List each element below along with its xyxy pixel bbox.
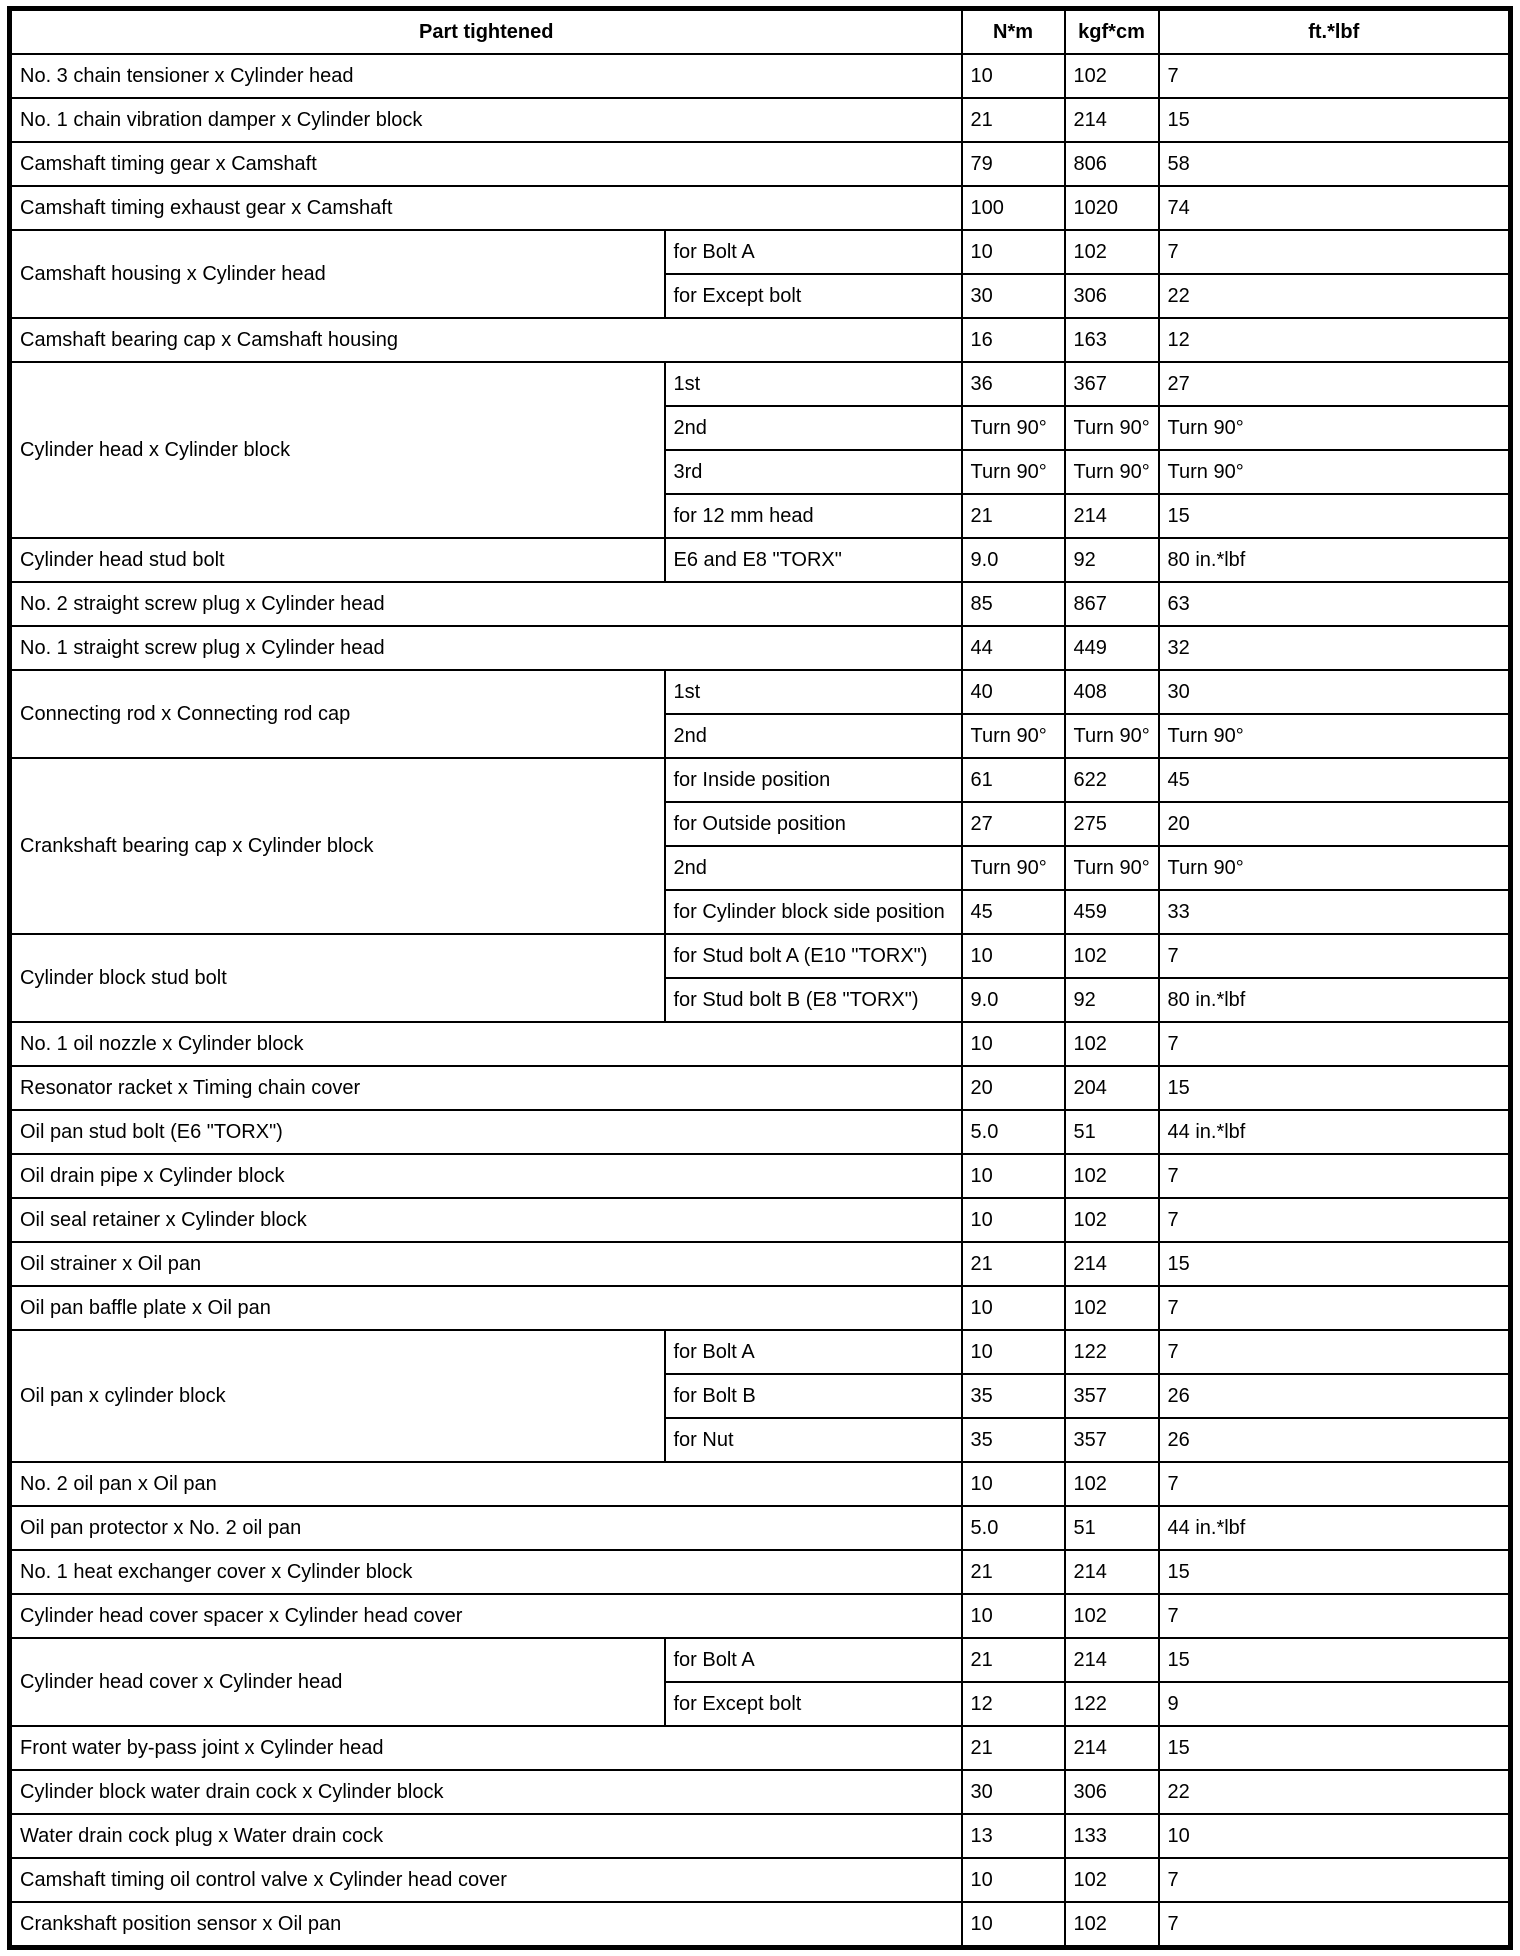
nm-value-cell: Turn 90° <box>962 450 1065 494</box>
kgfcm-value-cell: Turn 90° <box>1065 406 1159 450</box>
torque-table-body <box>10 54 1511 1948</box>
ftlbf-value-cell: 45 <box>1159 758 1511 802</box>
header-row <box>10 9 1511 55</box>
part-cell: Oil pan x cylinder block <box>10 1330 665 1462</box>
nm-value-cell: 10 <box>962 54 1065 98</box>
nm-value-cell: Turn 90° <box>962 714 1065 758</box>
sub-condition-cell: for Bolt A <box>665 1330 962 1374</box>
table-row <box>10 1242 1511 1286</box>
table-row <box>10 1594 1511 1638</box>
table-row <box>10 1286 1511 1330</box>
nm-value-cell: 9.0 <box>962 978 1065 1022</box>
nm-value-cell: 10 <box>962 1198 1065 1242</box>
nm-value-cell: 10 <box>962 1286 1065 1330</box>
kgfcm-value-cell: 102 <box>1065 230 1159 274</box>
table-row <box>10 1902 1511 1948</box>
kgfcm-value-cell: 214 <box>1065 1550 1159 1594</box>
table-row <box>10 230 1511 274</box>
header-kgfcm: kgf*cm <box>1065 9 1159 55</box>
table-row <box>10 758 1511 802</box>
nm-value-cell: 21 <box>962 1242 1065 1286</box>
ftlbf-value-cell: 7 <box>1159 1286 1511 1330</box>
sub-condition-cell: for Stud bolt B (E8 "TORX") <box>665 978 962 1022</box>
ftlbf-value-cell: 7 <box>1159 1462 1511 1506</box>
table-row <box>10 626 1511 670</box>
kgfcm-value-cell: 102 <box>1065 1858 1159 1902</box>
ftlbf-value-cell: 27 <box>1159 362 1511 406</box>
kgfcm-value-cell: Turn 90° <box>1065 714 1159 758</box>
table-row <box>10 1506 1511 1550</box>
nm-value-cell: 5.0 <box>962 1110 1065 1154</box>
kgfcm-value-cell: 102 <box>1065 1286 1159 1330</box>
ftlbf-value-cell: 7 <box>1159 934 1511 978</box>
table-row <box>10 582 1511 626</box>
kgfcm-value-cell: 214 <box>1065 98 1159 142</box>
nm-value-cell: 20 <box>962 1066 1065 1110</box>
nm-value-cell: 21 <box>962 1550 1065 1594</box>
part-cell: Camshaft housing x Cylinder head <box>10 230 665 318</box>
table-row <box>10 538 1511 582</box>
nm-value-cell: 10 <box>962 1330 1065 1374</box>
part-cell: No. 1 straight screw plug x Cylinder head <box>10 626 962 670</box>
kgfcm-value-cell: 275 <box>1065 802 1159 846</box>
kgfcm-value-cell: 367 <box>1065 362 1159 406</box>
kgfcm-value-cell: 622 <box>1065 758 1159 802</box>
part-cell: Oil seal retainer x Cylinder block <box>10 1198 962 1242</box>
ftlbf-value-cell: 30 <box>1159 670 1511 714</box>
ftlbf-value-cell: 7 <box>1159 1022 1511 1066</box>
kgfcm-value-cell: 306 <box>1065 1770 1159 1814</box>
part-cell: Water drain cock plug x Water drain cock <box>10 1814 962 1858</box>
ftlbf-value-cell: 32 <box>1159 626 1511 670</box>
nm-value-cell: 13 <box>962 1814 1065 1858</box>
ftlbf-value-cell: 7 <box>1159 1154 1511 1198</box>
part-cell: Camshaft bearing cap x Camshaft housing <box>10 318 962 362</box>
kgfcm-value-cell: 122 <box>1065 1330 1159 1374</box>
kgfcm-value-cell: 306 <box>1065 274 1159 318</box>
nm-value-cell: 30 <box>962 274 1065 318</box>
part-cell: Cylinder head stud bolt <box>10 538 665 582</box>
ftlbf-value-cell: 74 <box>1159 186 1511 230</box>
part-cell: Crankshaft bearing cap x Cylinder block <box>10 758 665 934</box>
kgfcm-value-cell: 51 <box>1065 1506 1159 1550</box>
nm-value-cell: 35 <box>962 1374 1065 1418</box>
ftlbf-value-cell: 26 <box>1159 1418 1511 1462</box>
table-row <box>10 98 1511 142</box>
ftlbf-value-cell: 7 <box>1159 230 1511 274</box>
nm-value-cell: 12 <box>962 1682 1065 1726</box>
ftlbf-value-cell: 7 <box>1159 1858 1511 1902</box>
kgfcm-value-cell: 102 <box>1065 1154 1159 1198</box>
header-nm: N*m <box>962 9 1065 55</box>
table-row <box>10 1858 1511 1902</box>
kgfcm-value-cell: 806 <box>1065 142 1159 186</box>
nm-value-cell: 35 <box>962 1418 1065 1462</box>
table-row <box>10 142 1511 186</box>
table-row <box>10 1814 1511 1858</box>
kgfcm-value-cell: 449 <box>1065 626 1159 670</box>
ftlbf-value-cell: 22 <box>1159 1770 1511 1814</box>
ftlbf-value-cell: 9 <box>1159 1682 1511 1726</box>
table-row <box>10 1198 1511 1242</box>
nm-value-cell: 10 <box>962 1462 1065 1506</box>
kgfcm-value-cell: 1020 <box>1065 186 1159 230</box>
ftlbf-value-cell: Turn 90° <box>1159 406 1511 450</box>
table-row <box>10 1330 1511 1374</box>
sub-condition-cell: for Nut <box>665 1418 962 1462</box>
sub-condition-cell: for Inside position <box>665 758 962 802</box>
part-cell: Resonator racket x Timing chain cover <box>10 1066 962 1110</box>
nm-value-cell: 10 <box>962 1902 1065 1948</box>
table-row <box>10 54 1511 98</box>
nm-value-cell: 9.0 <box>962 538 1065 582</box>
part-cell: Oil strainer x Oil pan <box>10 1242 962 1286</box>
kgfcm-value-cell: 214 <box>1065 1242 1159 1286</box>
sub-condition-cell: 1st <box>665 362 962 406</box>
ftlbf-value-cell: 80 in.*lbf <box>1159 538 1511 582</box>
part-cell: No. 2 oil pan x Oil pan <box>10 1462 962 1506</box>
kgfcm-value-cell: Turn 90° <box>1065 846 1159 890</box>
part-cell: Oil drain pipe x Cylinder block <box>10 1154 962 1198</box>
ftlbf-value-cell: 7 <box>1159 1594 1511 1638</box>
kgfcm-value-cell: 51 <box>1065 1110 1159 1154</box>
ftlbf-value-cell: 15 <box>1159 1726 1511 1770</box>
kgfcm-value-cell: 102 <box>1065 1902 1159 1948</box>
part-cell: Cylinder head cover spacer x Cylinder head cover <box>10 1594 962 1638</box>
nm-value-cell: 40 <box>962 670 1065 714</box>
table-row <box>10 1066 1511 1110</box>
nm-value-cell: 21 <box>962 494 1065 538</box>
ftlbf-value-cell: 15 <box>1159 1066 1511 1110</box>
sub-condition-cell: for Cylinder block side position <box>665 890 962 934</box>
kgfcm-value-cell: 102 <box>1065 934 1159 978</box>
ftlbf-value-cell: Turn 90° <box>1159 846 1511 890</box>
nm-value-cell: 16 <box>962 318 1065 362</box>
nm-value-cell: Turn 90° <box>962 846 1065 890</box>
ftlbf-value-cell: 15 <box>1159 98 1511 142</box>
nm-value-cell: 10 <box>962 230 1065 274</box>
part-cell: Crankshaft position sensor x Oil pan <box>10 1902 962 1948</box>
table-row <box>10 670 1511 714</box>
kgfcm-value-cell: 163 <box>1065 318 1159 362</box>
part-cell: No. 3 chain tensioner x Cylinder head <box>10 54 962 98</box>
part-cell: Camshaft timing exhaust gear x Camshaft <box>10 186 962 230</box>
sub-condition-cell: for Outside position <box>665 802 962 846</box>
part-cell: Camshaft timing gear x Camshaft <box>10 142 962 186</box>
nm-value-cell: 10 <box>962 1022 1065 1066</box>
nm-value-cell: 61 <box>962 758 1065 802</box>
part-cell: Cylinder head cover x Cylinder head <box>10 1638 665 1726</box>
part-cell: No. 1 heat exchanger cover x Cylinder block <box>10 1550 962 1594</box>
sub-condition-cell: for Except bolt <box>665 1682 962 1726</box>
nm-value-cell: 44 <box>962 626 1065 670</box>
ftlbf-value-cell: 12 <box>1159 318 1511 362</box>
ftlbf-value-cell: 63 <box>1159 582 1511 626</box>
table-row <box>10 1022 1511 1066</box>
kgfcm-value-cell: 408 <box>1065 670 1159 714</box>
sub-condition-cell: for Bolt A <box>665 230 962 274</box>
sub-condition-cell: for Except bolt <box>665 274 962 318</box>
part-cell: Oil pan baffle plate x Oil pan <box>10 1286 962 1330</box>
table-row <box>10 1110 1511 1154</box>
ftlbf-value-cell: 15 <box>1159 494 1511 538</box>
ftlbf-value-cell: Turn 90° <box>1159 450 1511 494</box>
kgfcm-value-cell: 102 <box>1065 1198 1159 1242</box>
ftlbf-value-cell: 7 <box>1159 1330 1511 1374</box>
sub-condition-cell: 2nd <box>665 846 962 890</box>
part-cell: Oil pan stud bolt (E6 "TORX") <box>10 1110 962 1154</box>
ftlbf-value-cell: 7 <box>1159 54 1511 98</box>
kgfcm-value-cell: 204 <box>1065 1066 1159 1110</box>
ftlbf-value-cell: 58 <box>1159 142 1511 186</box>
ftlbf-value-cell: 44 in.*lbf <box>1159 1110 1511 1154</box>
ftlbf-value-cell: 7 <box>1159 1902 1511 1948</box>
kgfcm-value-cell: 102 <box>1065 54 1159 98</box>
nm-value-cell: 79 <box>962 142 1065 186</box>
table-row <box>10 1154 1511 1198</box>
ftlbf-value-cell: 15 <box>1159 1638 1511 1682</box>
kgfcm-value-cell: 357 <box>1065 1418 1159 1462</box>
sub-condition-cell: for Bolt B <box>665 1374 962 1418</box>
part-cell: Cylinder block stud bolt <box>10 934 665 1022</box>
kgfcm-value-cell: 459 <box>1065 890 1159 934</box>
kgfcm-value-cell: 102 <box>1065 1594 1159 1638</box>
table-row <box>10 362 1511 406</box>
kgfcm-value-cell: 867 <box>1065 582 1159 626</box>
nm-value-cell: 85 <box>962 582 1065 626</box>
kgfcm-value-cell: 122 <box>1065 1682 1159 1726</box>
sub-condition-cell: 3rd <box>665 450 962 494</box>
kgfcm-value-cell: 357 <box>1065 1374 1159 1418</box>
table-row <box>10 934 1511 978</box>
kgfcm-value-cell: 102 <box>1065 1022 1159 1066</box>
table-row <box>10 1550 1511 1594</box>
nm-value-cell: Turn 90° <box>962 406 1065 450</box>
table-header <box>10 9 1511 55</box>
table-row <box>10 1462 1511 1506</box>
sub-condition-cell: for 12 mm head <box>665 494 962 538</box>
kgfcm-value-cell: 214 <box>1065 494 1159 538</box>
kgfcm-value-cell: 133 <box>1065 1814 1159 1858</box>
sub-condition-cell: 2nd <box>665 406 962 450</box>
ftlbf-value-cell: Turn 90° <box>1159 714 1511 758</box>
nm-value-cell: 30 <box>962 1770 1065 1814</box>
kgfcm-value-cell: 102 <box>1065 1462 1159 1506</box>
nm-value-cell: 10 <box>962 1154 1065 1198</box>
kgfcm-value-cell: 92 <box>1065 538 1159 582</box>
sub-condition-cell: 1st <box>665 670 962 714</box>
kgfcm-value-cell: Turn 90° <box>1065 450 1159 494</box>
kgfcm-value-cell: 92 <box>1065 978 1159 1022</box>
part-cell: No. 1 oil nozzle x Cylinder block <box>10 1022 962 1066</box>
table-row <box>10 318 1511 362</box>
ftlbf-value-cell: 22 <box>1159 274 1511 318</box>
part-cell: No. 1 chain vibration damper x Cylinder block <box>10 98 962 142</box>
nm-value-cell: 27 <box>962 802 1065 846</box>
nm-value-cell: 100 <box>962 186 1065 230</box>
table-row <box>10 1638 1511 1682</box>
sub-condition-cell: for Stud bolt A (E10 "TORX") <box>665 934 962 978</box>
ftlbf-value-cell: 80 in.*lbf <box>1159 978 1511 1022</box>
nm-value-cell: 21 <box>962 1726 1065 1770</box>
sub-condition-cell: for Bolt A <box>665 1638 962 1682</box>
kgfcm-value-cell: 214 <box>1065 1726 1159 1770</box>
ftlbf-value-cell: 20 <box>1159 802 1511 846</box>
nm-value-cell: 10 <box>962 934 1065 978</box>
header-ftlbf: ft.*lbf <box>1159 9 1511 55</box>
sub-condition-cell: E6 and E8 "TORX" <box>665 538 962 582</box>
nm-value-cell: 10 <box>962 1594 1065 1638</box>
nm-value-cell: 21 <box>962 98 1065 142</box>
ftlbf-value-cell: 7 <box>1159 1198 1511 1242</box>
part-cell: Front water by-pass joint x Cylinder head <box>10 1726 962 1770</box>
part-cell: No. 2 straight screw plug x Cylinder head <box>10 582 962 626</box>
table-row <box>10 186 1511 230</box>
ftlbf-value-cell: 10 <box>1159 1814 1511 1858</box>
nm-value-cell: 45 <box>962 890 1065 934</box>
ftlbf-value-cell: 44 in.*lbf <box>1159 1506 1511 1550</box>
table-row <box>10 1726 1511 1770</box>
part-cell: Cylinder head x Cylinder block <box>10 362 665 538</box>
ftlbf-value-cell: 26 <box>1159 1374 1511 1418</box>
ftlbf-value-cell: 33 <box>1159 890 1511 934</box>
kgfcm-value-cell: 214 <box>1065 1638 1159 1682</box>
header-part-tightened: Part tightened <box>10 9 962 55</box>
nm-value-cell: 21 <box>962 1638 1065 1682</box>
nm-value-cell: 10 <box>962 1858 1065 1902</box>
ftlbf-value-cell: 15 <box>1159 1550 1511 1594</box>
part-cell: Oil pan protector x No. 2 oil pan <box>10 1506 962 1550</box>
table-row <box>10 1770 1511 1814</box>
part-cell: Camshaft timing oil control valve x Cylinder head cover <box>10 1858 962 1902</box>
sub-condition-cell: 2nd <box>665 714 962 758</box>
part-cell: Cylinder block water drain cock x Cylinder block <box>10 1770 962 1814</box>
ftlbf-value-cell: 15 <box>1159 1242 1511 1286</box>
part-cell: Connecting rod x Connecting rod cap <box>10 670 665 758</box>
nm-value-cell: 5.0 <box>962 1506 1065 1550</box>
torque-spec-table <box>7 6 1513 1950</box>
nm-value-cell: 36 <box>962 362 1065 406</box>
